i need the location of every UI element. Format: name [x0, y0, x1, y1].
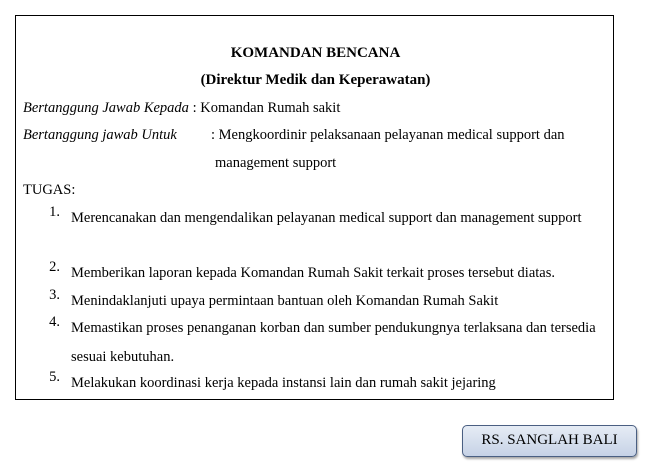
- hospital-name-badge: RS. SANGLAH BALI: [462, 425, 637, 457]
- responsible-to-row: [23, 98, 340, 118]
- role-card: [15, 15, 614, 400]
- responsible-to-label: Bertanggung Jawab Kepada: [23, 100, 189, 116]
- task-number: 4.: [49, 314, 60, 330]
- task-text: Memastikan proses penanganan korban dan sumber pendukungnya terlaksana dan tersedia sesuai kebutuhan.: [71, 320, 596, 365]
- task-number: 3.: [49, 287, 60, 303]
- task-number: 1.: [49, 204, 60, 220]
- responsible-for-label: Bertanggung jawab Untuk: [23, 127, 177, 143]
- task-text: Menindaklanjuti upaya permintaan bantuan oleh Komandan Rumah Sakit: [71, 293, 499, 309]
- role-subtitle: (Direktur Medik dan Keperawatan): [200, 72, 431, 88]
- responsible-for-value-line2: management support: [215, 155, 337, 171]
- role-title: KOMANDAN BENCANA: [230, 45, 401, 61]
- tasks-heading: TUGAS:: [23, 182, 76, 198]
- task-text: Memberikan laporan kepada Komandan Rumah Sakit terkait proses tersebut diatas.: [71, 265, 555, 281]
- task-text: Merencanakan dan mengendalikan pelayanan medical support dan management support: [71, 210, 582, 226]
- responsible-for-value-line1: : Mengkoordinir pelaksanaan pelayanan medical support dan: [211, 127, 565, 143]
- task-number: 2.: [49, 259, 60, 275]
- task-text: Melakukan koordinasi kerja kepada instansi lain dan rumah sakit jejaring: [71, 375, 496, 391]
- responsible-for-label-row: [23, 125, 177, 145]
- task-number: 5.: [49, 369, 60, 385]
- responsible-to-value: : Komandan Rumah sakit: [192, 100, 341, 116]
